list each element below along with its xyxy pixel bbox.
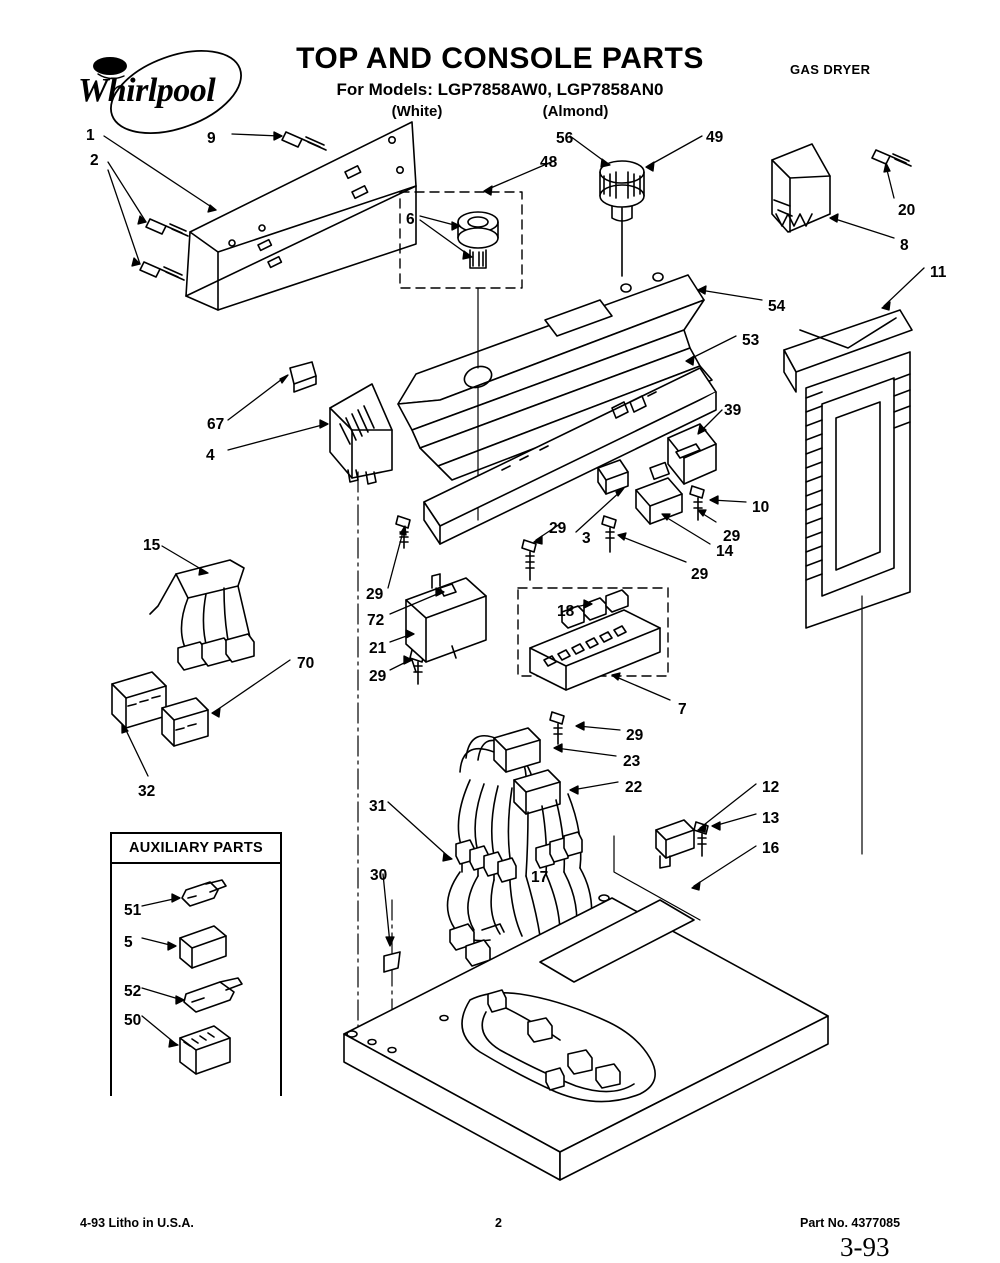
auxiliary-parts-title: AUXILIARY PARTS	[129, 840, 263, 856]
footer-page-number: 2	[495, 1216, 502, 1230]
callout-number: 8	[900, 237, 909, 254]
callout-number: 14	[716, 543, 734, 560]
appliance-type-label: GAS DRYER	[790, 62, 871, 77]
screw-item-29-f	[550, 712, 564, 744]
footer-handwritten-date: 3-93	[840, 1232, 890, 1262]
callout-number: 1	[86, 127, 95, 144]
callout-number: 17	[531, 869, 549, 886]
screw-item-29-d	[602, 516, 616, 552]
screw-item-29-b	[522, 540, 536, 580]
callout-number: 15	[143, 537, 161, 554]
callout-number: 67	[207, 416, 225, 433]
callout-number: 30	[370, 867, 388, 884]
callout-number: 29	[549, 520, 567, 537]
page-title: TOP AND CONSOLE PARTS	[296, 42, 704, 75]
callout-number: 29	[369, 668, 387, 685]
auxiliary-parts-panel	[110, 832, 282, 1096]
title-block	[250, 42, 750, 120]
callout-number: 56	[556, 130, 574, 147]
callout-number: 5	[124, 934, 133, 951]
callout-number: 9	[207, 130, 216, 147]
screw-item-2-a	[146, 219, 188, 236]
callout-number: 22	[625, 779, 643, 796]
callout-number: 29	[691, 566, 709, 583]
callout-number: 11	[930, 264, 947, 281]
callout-number: 23	[623, 753, 641, 770]
rocker-switch-item-39	[668, 424, 716, 484]
cabinet-base	[344, 895, 828, 1180]
callout-number: 48	[540, 154, 558, 171]
footer-litho-note: 4-93 Litho in U.S.A.	[80, 1216, 194, 1230]
callout-number: 29	[723, 528, 741, 545]
callout-number: 32	[138, 783, 156, 800]
callout-number: 52	[124, 983, 142, 1000]
screw-item-2-b	[140, 262, 184, 280]
color-white: (White)	[391, 103, 443, 120]
rear-panel-item-11	[784, 310, 912, 628]
footer-part-number: Part No. 4377085	[800, 1216, 901, 1230]
console-left-endcap-item-4	[330, 384, 392, 484]
callout-number: 51	[124, 902, 142, 919]
callout-number: 21	[369, 640, 387, 657]
model-2: LGP7858AN0	[556, 80, 664, 99]
color-almond: (Almond)	[542, 103, 609, 120]
callout-number: 29	[366, 586, 384, 603]
callout-number: 4	[206, 447, 215, 464]
console-knob-item-56	[600, 161, 644, 276]
callout-number: 70	[297, 655, 315, 672]
callout-number: 10	[752, 499, 770, 516]
callout-number: 2	[90, 152, 99, 169]
callout-number: 3	[582, 530, 591, 547]
console-end-cap	[772, 144, 830, 232]
screw-item-9	[282, 132, 326, 150]
bracket-item-12	[656, 820, 694, 868]
callout-number: 50	[124, 1012, 142, 1029]
callout-number: 29	[626, 727, 644, 744]
callout-number: 7	[678, 701, 687, 718]
colors-line	[250, 103, 750, 120]
models-line	[250, 80, 750, 100]
brand-logo	[70, 52, 280, 122]
top-rear-bracket	[186, 122, 416, 310]
callout-number: 13	[762, 810, 780, 827]
callout-number: 53	[742, 332, 760, 349]
callout-number: 12	[762, 779, 780, 796]
callout-number: 20	[898, 202, 916, 219]
callout-number: 18	[557, 603, 575, 620]
callout-number: 16	[762, 840, 780, 857]
brand-logo-text: Whirlpool	[78, 72, 216, 109]
wire-harness-item-15	[112, 560, 254, 746]
clip-item-67	[290, 362, 316, 392]
callout-number: 49	[706, 129, 724, 146]
callout-number: 54	[768, 298, 786, 315]
callout-number: 39	[724, 402, 742, 419]
knob-insert-item-6	[400, 192, 522, 288]
callout-number: 72	[367, 612, 385, 629]
terminal-board-item-7	[518, 588, 668, 690]
model-1: LGP7858AW0,	[437, 80, 552, 99]
callout-number: 31	[369, 798, 387, 815]
auxiliary-parts-divider	[112, 862, 280, 864]
callout-number: 6	[406, 211, 415, 228]
models-prefix: For Models:	[336, 80, 433, 99]
screw-item-20	[872, 150, 911, 166]
